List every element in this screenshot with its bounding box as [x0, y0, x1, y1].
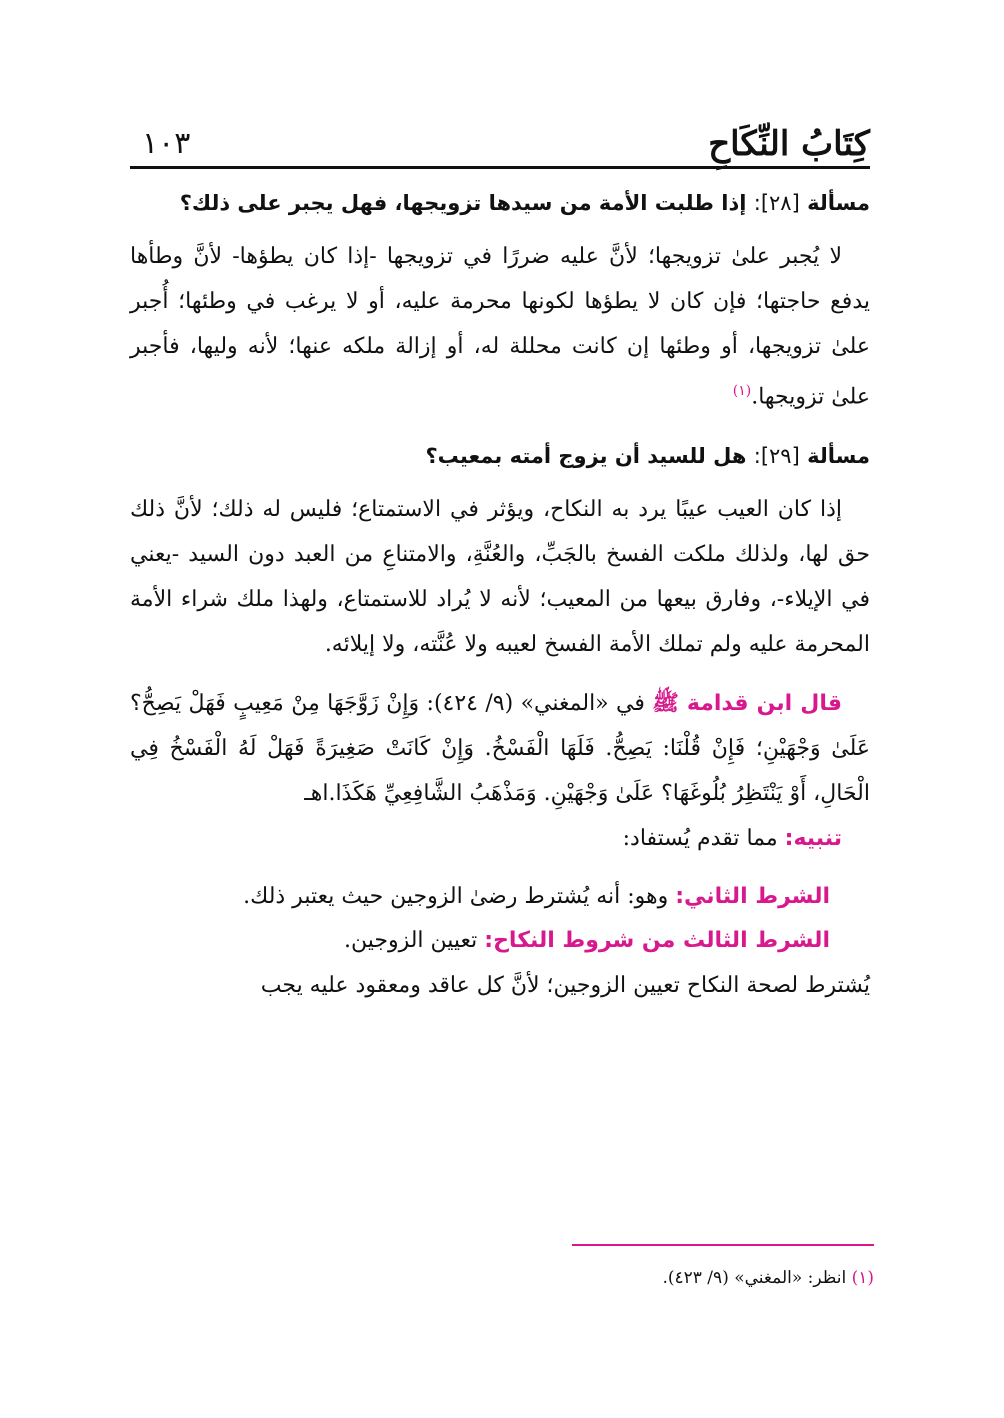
answer-text: لا يُجبر علىٰ تزويجها؛ لأنَّ عليه ضررًا في تزويجها -إذا كان يطؤها- لأنَّ وطأها يدفع حاجتها؛ فإن كان لا يطؤها لكونها محرمة عليه، أو لا يرغب في وطئها؛ أُجبر علىٰ تزويجها، أو وطئها إن كانت محللة له، أو إزالة ملكه عنها؛ لأنه وليها، فأجبر علىٰ تزويجها.: [130, 244, 870, 410]
second-condition-text: وهو: أنه يُشترط رضىٰ الزوجين حيث يعتبر ذلك.: [243, 884, 669, 910]
page-body: [130, 180, 870, 1008]
note-line: [130, 816, 870, 861]
quote-source: في «المغني» (٩/ ٤٢٤):: [426, 691, 645, 717]
footnote-divider: [572, 1244, 874, 1246]
question-label: مسألة: [807, 191, 870, 215]
second-condition: [130, 875, 870, 919]
note-text: مما تقدم يُستفاد:: [622, 826, 778, 852]
question-29-answer: إذا كان العيب عيبًا يرد به النكاح، ويؤثر في الاستمتاع؛ فليس له ذلك؛ لأنَّ ذلك حق لها، ولذلك ملكت الفسخ بالجَبِّ، والعُنَّةِ، والامتناعِ من العبد دون السيد -يعني في الإيلاء-، وفارق بيعها من المعيب؛ لأنه لا يُراد للاستمتاع، ولهذا ملك شراء الأمة المحرمة عليه ولم تملك الأمة الفسخ لعيبه ولا عُنَّته، ولا إيلائه.: [130, 497, 870, 658]
note-label: تنبيه:: [784, 826, 842, 852]
question-29-heading: [130, 441, 870, 471]
footnote: [134, 1268, 874, 1288]
third-condition: [130, 919, 870, 963]
second-condition-label: الشرط الثاني:: [675, 884, 830, 910]
page-number: ١٠٣: [142, 126, 191, 161]
quote-speaker: قال ابن قدامة ﷺ: [652, 691, 843, 717]
ibn-qudama-quote: [130, 681, 870, 816]
footnote-reference[interactable]: (١): [732, 383, 752, 399]
question-title: هل للسيد أن يزوج أمته بمعيب؟: [425, 444, 747, 469]
book-title: كِتَابُ النِّكَاحِ: [708, 124, 870, 164]
header-divider: [130, 166, 870, 169]
question-28-heading: [130, 188, 870, 218]
closing-paragraph: يُشترط لصحة النكاح تعيين الزوجين؛ لأنَّ كل عاقد ومعقود عليه يجب: [260, 973, 870, 999]
question-28-answer: [130, 234, 870, 419]
third-condition-text: تعيين الزوجين.: [343, 928, 478, 954]
footnote-mark: (١): [851, 1268, 874, 1288]
page-header: [130, 118, 870, 170]
question-number: [٢٩]:: [753, 444, 800, 469]
question-number: [٢٨]:: [753, 191, 800, 215]
question-label: مسألة: [807, 444, 870, 469]
third-condition-label: الشرط الثالث من شروط النكاح:: [484, 928, 830, 954]
quote-text: وَإِنْ زَوَّجَهَا مِنْ مَعِيبٍ فَهَلْ يَصِحُّ؟ عَلَىٰ وَجْهَيْنِ؛ فَإِنْ قُلْنَا: يَصِحُّ. فَلَهَا الْفَسْخُ. وَإِنْ كَانَتْ صَغِيرَةً فَهَلْ لَهُ الْفَسْخُ فِي الْحَالِ، أَوْ يَنْتَظِرُ بُلُوغَهَا؟ عَلَىٰ وَجْهَيْنِ. وَمَذْهَبُ الشَّافِعِيِّ هَكَذَا.اهـ: [130, 691, 870, 807]
question-title: إذا طلبت الأمة من سيدها تزويجها، فهل يجبر على ذلك؟: [179, 191, 747, 215]
footnote-text: انظر: «المغني» (٩/ ٤٢٣).: [662, 1268, 847, 1288]
